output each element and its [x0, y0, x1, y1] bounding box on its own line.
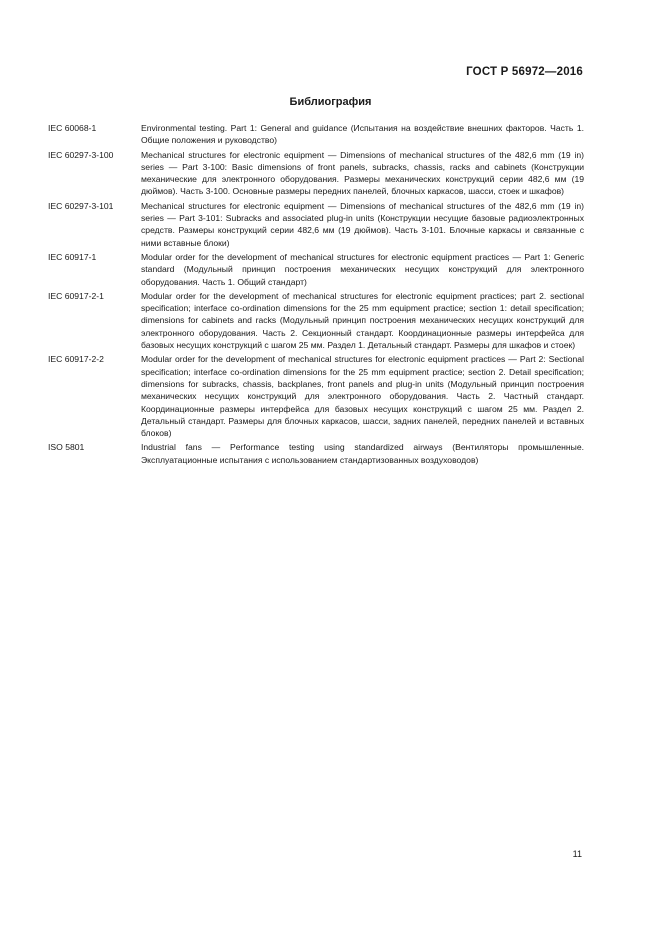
- bibliography-ref: ISO 5801: [48, 442, 85, 453]
- bibliography-text: Environmental testing. Part 1: General and guidance (Испытания на воздействие внешних факторов. Часть 1. Общие положения и руководство): [141, 123, 584, 146]
- bibliography-ref: IEC 60917-1: [48, 251, 97, 262]
- bibliography-entry: [48, 122, 584, 147]
- bibliography-entry: [48, 290, 584, 351]
- bibliography-text: Industrial fans — Performance testing using standardized airways (Вентиляторы промышленные. Эксплуатационные испытания с использованием стандартизованных воздуховодов): [141, 442, 584, 465]
- bibliography-entry: [48, 149, 584, 198]
- bibliography-entry: [48, 353, 584, 439]
- bibliography-text: Modular order for the development of mechanical structures for electronic equipment practices; part 2. sectional specification; interface co-ordination dimensions for the 25 mm equipment practice; section 1: detail specification; dimensions for cabinets and racks (Модульный принцип построения механических несущих конструкций для электронного оборудования. Часть 2. Секционный стандарт. Координационные размеры интерфейса для базовых несущих конструкций с шагом 25 мм. Раздел 1. Детальный стандарт. Размеры для шкафов и стоек): [141, 290, 584, 351]
- bibliography-ref: IEC 60068-1: [48, 123, 97, 133]
- bibliography-entry: [48, 200, 584, 249]
- bibliography-ref: IEC 60297-3-100: [48, 149, 114, 160]
- section-title: Библиография: [289, 96, 372, 108]
- bibliography-entry: [48, 441, 584, 466]
- bibliography-text: Mechanical structures for electronic equipment — Dimensions of mechanical structures of the 482,6 mm (19 in) series — Part 3-101: Subracks and associated plug-in units (Конструкции несущие базовые радиоэлектронных средств. Размеры конструкций серии 482,6 мм (19 дюймов). Часть 3-101. Блочные каркасы и связанные с ними вставные блоки): [141, 200, 584, 248]
- bibliography-text: Modular order for the development of mechanical structures for electronic equipment practices — Part 2: Sectional specification; interface co-ordination dimensions for the 25 mm equipment practice; section 2. Detail specification; dimensions for subracks, chassis, backplanes, front panels and plug-in units (Модульный принцип построения механических несущих конструкций для электронного оборудования. Часть 2. Частный стандарт. Координационные размеры интерфейса для базовых несущих конструкций с шагом 25 мм. Раздел 2. Детальный стандарт. Размеры для блочных каркасов, шасси, задних панелей, передних панелей и вставных блоков): [141, 354, 584, 439]
- bibliography-list: [48, 122, 584, 468]
- standard-header: ГОСТ Р 56972—2016: [466, 66, 583, 78]
- bibliography-ref: IEC 60917-2-2: [48, 354, 104, 365]
- bibliography-entry: [48, 251, 584, 288]
- page-number: 11: [572, 849, 582, 859]
- bibliography-text: Mechanical structures for electronic equipment — Dimensions of mechanical structures of the 482,6 mm (19 in) series — Part 3-100: Basic dimensions of front panels, subracks, chassis, racks and cabinets (Конструкции механические для электронного оборудования. Размеры механических конструкций серии 482,6 мм (19 дюймов). Часть 3-100. Основные размеры передних панелей, блочных каркасов, шасси, стоек и шкафов): [141, 149, 584, 197]
- bibliography-ref: IEC 60917-2-1: [48, 290, 104, 301]
- bibliography-text: Modular order for the development of mechanical structures for electronic equipment practices — Part 1: Generic standard (Модульный принцип построения механических несущих конструкций для электронного оборудования. Часть 1. Общий стандарт): [141, 251, 584, 287]
- bibliography-ref: IEC 60297-3-101: [48, 200, 114, 211]
